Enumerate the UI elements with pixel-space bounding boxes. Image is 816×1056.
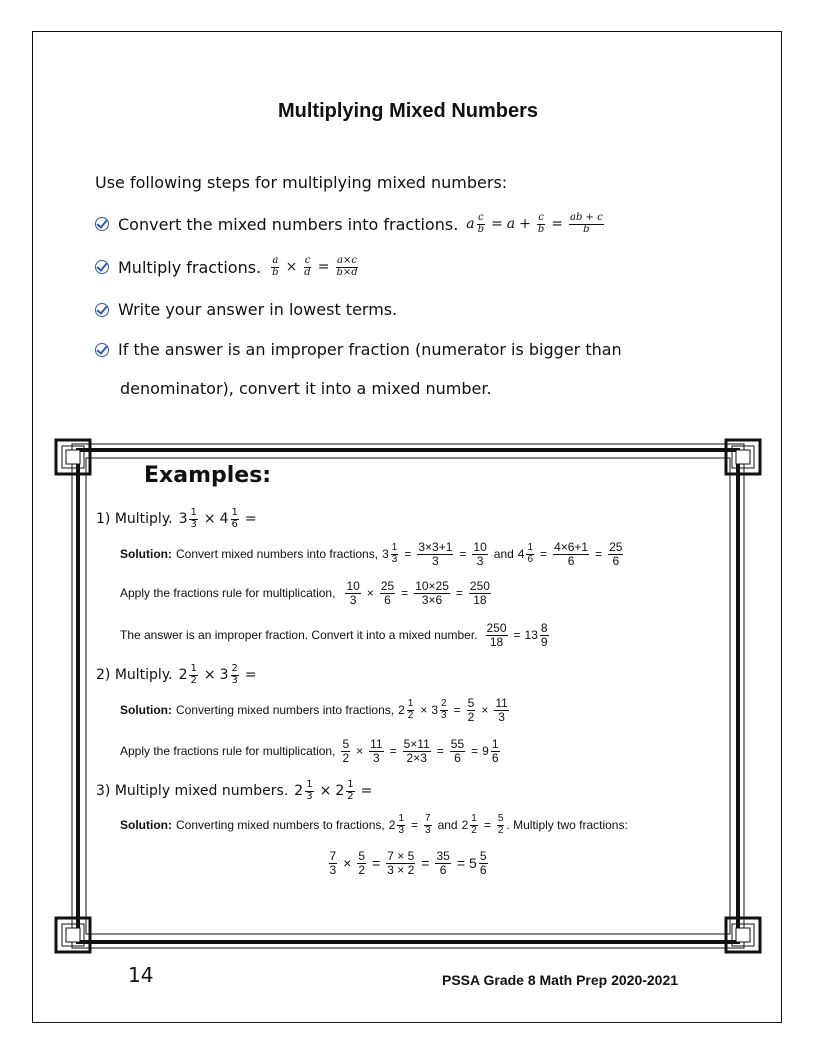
ex2-conversion-math: 2 $\frac{1}{2}$ × 3 $\frac{2}{3}$ = $\frac{5}{2}$ × $\frac{11}{3}$ — [398, 696, 508, 724]
step-convert — [95, 213, 606, 235]
ex3-conversion-math: 2 $\frac{1}{3}$ = $\frac{7}{3}$ and 2 $\frac{1}{2}$ = $\frac{5}{2}$ — [388, 813, 504, 836]
step-text: Convert the mixed numbers into fractions. — [118, 214, 459, 234]
example-2-solution: Solution: Converting mixed numbers into fractions, 2 $\frac{1}{2}$ × 3 $\frac{2}{3}$ = $\frac{5}{2}$ × $\frac{11}{3}$ — [120, 697, 511, 723]
checkbox-icon — [95, 260, 109, 274]
example-2-question: 2) Multiply. 2 $\frac{1}{2}$ × 3 $\frac{2}{3}$ = — [96, 664, 261, 686]
ex2-expression: 2 $\frac{1}{2}$ × 3 $\frac{2}{3}$ = — [178, 663, 257, 686]
example-2-apply: Apply the fractions rule for multiplication, $\frac{5}{2}$ × $\frac{11}{3}$ = $\frac{5\times 11}{2\times 3}$ = $\frac{55}{6}$ = 9 $\frac{1}{6}$ — [120, 738, 502, 764]
step-text: Write your answer in lowest terms. — [118, 300, 398, 319]
conversion-formula: a $\frac{c}{b}$ = a + $\frac{c}{b}$ = $\frac{ab + c}{b}$ — [466, 212, 603, 235]
example-3-solution: Solution: Converting mixed numbers to fractions, 2 $\frac{1}{3}$ = $\frac{7}{3}$ and 2 $\frac{1}{2}$ = $\frac{5}{2}$ . Multiply two fractions: — [120, 813, 628, 836]
ex1-expression: 3 $\frac{1}{3}$ × 4 $\frac{1}{6}$ = — [178, 507, 257, 530]
example-1-solution: Solution: Convert mixed numbers into fractions, 3 $\frac{1}{3}$ = $\frac{3\times 3+1}{3}$ = $\frac{10}{3}$ and 4 $\frac{1}{6}$ = $\frac{4\times 6+1}{6}$ = $\frac{25}{6}$ — [120, 541, 625, 567]
example-3-final-equation: $\frac{7}{3}$ × $\frac{5}{2}$ = $\frac{7 \times 5}{3 \times 2}$ = $\frac{35}{6}$ = 5 $\frac{5}{6}$ — [329, 849, 487, 877]
book-title: PSSA Grade 8 Math Prep 2020-2021 — [442, 972, 679, 988]
example-1-apply: Apply the fractions rule for multiplication, $\frac{10}{3}$ × $\frac{25}{6}$ = $\frac{10\times 25}{3\times 6}$ = $\frac{250}{18}$ — [120, 580, 493, 606]
ex1-mixed-result: $\frac{250}{18}$ = 13 $\frac{8}{9}$ — [486, 621, 548, 649]
ex2-multiply-math: $\frac{5}{2}$ × $\frac{11}{3}$ = $\frac{5\times 11}{2\times 3}$ = $\frac{55}{6}$ = 9 $\frac{1}{6}$ — [342, 737, 499, 765]
ex3-expression: 2 $\frac{1}{3}$ × 2 $\frac{1}{2}$ = — [294, 779, 373, 802]
step-multiply — [95, 256, 361, 278]
example-3-question: 3) Multiply mixed numbers. 2 $\frac{1}{3}$ × 2 $\frac{1}{2}$ = — [96, 780, 376, 802]
examples-heading: Examples: — [144, 463, 272, 488]
ex1-multiply-math: $\frac{10}{3}$ × $\frac{25}{6}$ = $\frac{10\times 25}{3\times 6}$ = $\frac{250}{18}$ — [346, 579, 490, 607]
checkbox-icon — [95, 217, 109, 231]
step-text: If the answer is an improper fraction (numerator is bigger than — [118, 340, 622, 359]
step-text: Multiply fractions. — [118, 257, 262, 277]
page-number: 14 — [128, 963, 154, 987]
multiply-formula: $\frac{a}{b}$ × $\frac{c}{d}$ = $\frac{a\times c}{b\times d}$ — [272, 255, 358, 278]
checkbox-icon — [95, 343, 109, 357]
example-1-question: 1) Multiply. 3 $\frac{1}{3}$ × 4 $\frac{1}{6}$ = — [96, 508, 261, 530]
example-1-improper: The answer is an improper fraction. Convert it into a mixed number. $\frac{250}{18}$ = 13 $\frac{8}{9}$ — [120, 622, 551, 648]
intro-text: Use following steps for multiplying mixed numbers: — [95, 173, 508, 192]
step-improper — [95, 340, 622, 359]
page-title: Multiplying Mixed Numbers — [277, 100, 539, 122]
checkbox-icon — [95, 303, 109, 317]
step-lowest-terms — [95, 300, 397, 319]
ex1-conversion-math: 3 $\frac{1}{3}$ = $\frac{3\times 3+1}{3}$ = $\frac{10}{3}$ and 4 $\frac{1}{6}$ = $\frac{4\times 6+1}{6}$ = $\frac{25}{6}$ — [382, 540, 623, 568]
step-improper-cont: denominator), convert it into a mixed number. — [120, 379, 492, 398]
